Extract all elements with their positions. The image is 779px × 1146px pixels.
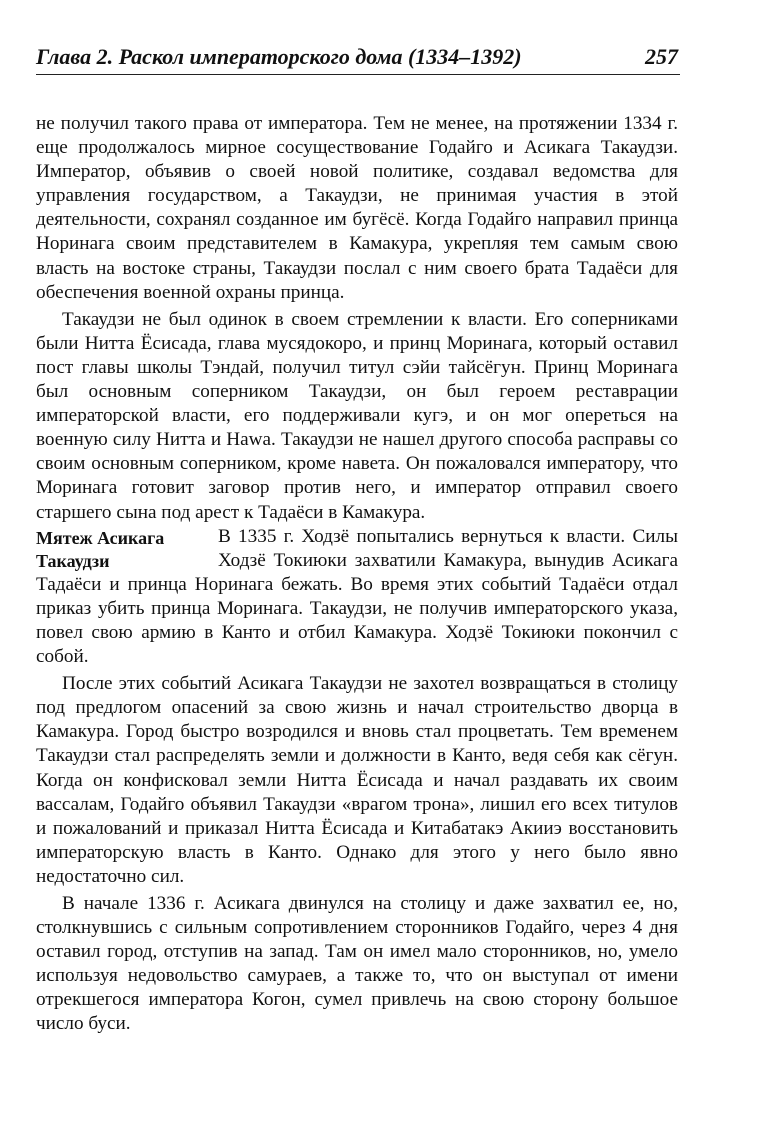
page-body bbox=[36, 112, 678, 1037]
section bbox=[36, 525, 678, 670]
paragraph: не получил такого права от императора. Тем не менее, на протяжении 1334 г. еще продолжалось мирное сосуществование Годайго и Асикага Такаудзи. Император, объявив о своей новой политике, создавал ведомства для управления государством, а Такаудзи, не принимая участия в этой деятельности, сохранял созданное им бугёсё. Когда Годайго направил принца Норинага своим представителем в Камакура, укрепляя тем самым свою власть на востоке страны, Такаудзи послал с ним своего брата Тадаёси для обеспечения военной охраны принца. bbox=[36, 113, 678, 303]
paragraph: В начале 1336 г. Асикага двинулся на столицу и даже захватил ее, но, столкнувшись с сильным сопротивлением сторонников Годайго, через 4 дня оставил город, отступив на запад. Там он имел мало сторонников, но, умело используя недовольство самураев, а также то, что он выступал от имени отрекшегося императора Когон, сумел привлечь на свою сторону большое число буси. bbox=[36, 893, 678, 1035]
chapter-title: Глава 2. Раскол императорского дома (1334–1392) bbox=[36, 44, 522, 69]
section-paragraph: В 1335 г. Ходзё попытались вернуться к власти. Силы Ходзё Токиюки захватили Камакура, вынудив Асикага Тадаёси и принца Норинага бежать. Во время этих событий Тадаёси отдал приказ убить принца Моринага. Такаудзи, не получив императорского указа, повел свою армию в Канто и отбил Камакура. Ходзё Токиюки покончил с собой. bbox=[36, 525, 678, 668]
paragraph: Такаудзи не был одинок в своем стремлении к власти. Его соперниками были Нитта Ёсисада, глава мусядокоро, и принц Моринага, который оставил пост главы школы Тэндай, получил титул сэйи тайсёгун. Принц Моринага был основным соперником Такаудзи, он был героем реставрации императорской власти, его поддерживали кугэ, и он мог опереться на военную силу Нитта и Наwa. Такаудзи не нашел другого способа расправы со своим основным соперником, кроме навета. Он пожаловался императору, что Моринага готовит заговор против него, и император отправил своего старшего сына под арест к Тадаёси в Камакура. bbox=[36, 308, 678, 523]
running-head bbox=[36, 40, 680, 75]
page-number: 257 bbox=[645, 44, 678, 69]
section-heading: Мятеж Асикага Такаудзи bbox=[36, 527, 165, 571]
paragraph: После этих событий Асикага Такаудзи не захотел возвращаться в столицу под предлогом опасений за свою жизнь и начал строительство дворца в Камакура. Город быстро возродился и вновь стал процветать. Тем временем Такаудзи стал распределять земли и должности в Канто, ведя себя как сёгун. Когда он конфисковал земли Нитта Ёсисада и начал раздавать их своим вассалам, Годайго объявил Такаудзи «врагом трона», лишил его всех титулов и пожалований и приказал Нитта Ёсисада и Китабатакэ Акииэ восстановить императорскую власть в Канто. Однако для этого у него было явно недостаточно сил. bbox=[36, 673, 678, 887]
